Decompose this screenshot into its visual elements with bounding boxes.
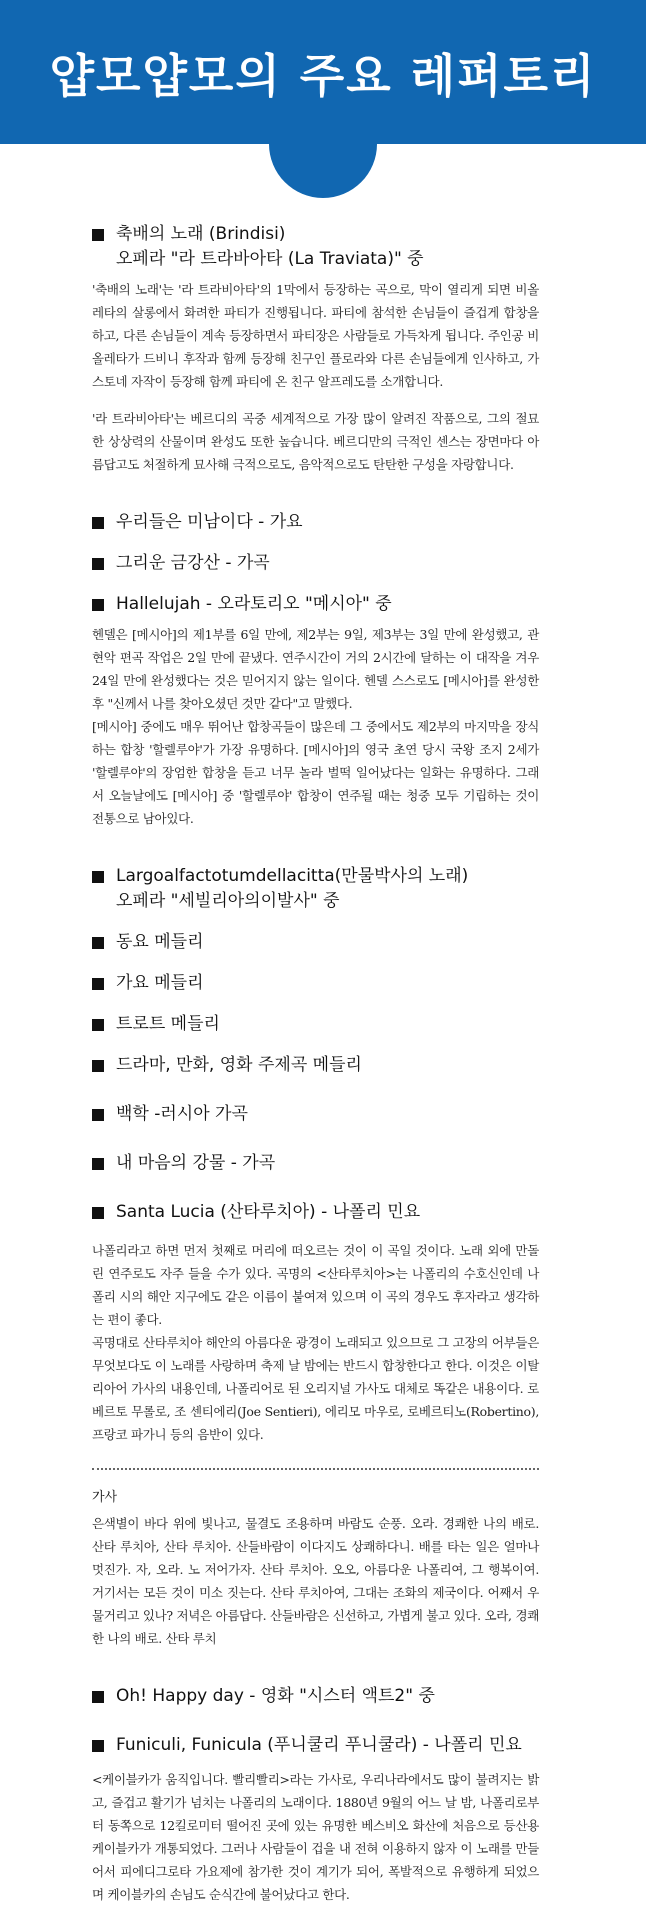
- item-heading: [92, 971, 539, 996]
- repertoire-item-funiculi: [92, 1733, 539, 1906]
- heading-subtitle: 오페라 "세빌리아의이발사" 중: [116, 891, 340, 911]
- heading-text: 가요 메들리: [116, 973, 204, 993]
- heading-text: 내 마음의 강물 - 가곡: [116, 1153, 276, 1173]
- square-bullet-icon: [92, 229, 104, 241]
- heading-text: Funiculi, Funicula (푸니쿨리 푸니쿨라) - 나폴리 민요: [116, 1735, 522, 1755]
- square-bullet-icon: [92, 1158, 104, 1170]
- item-heading: [92, 1053, 539, 1078]
- heading-text: 축배의 노래 (Brindisi): [116, 224, 286, 244]
- square-bullet-icon: [92, 1060, 104, 1072]
- heading-text: 백학 -러시아 가곡: [116, 1104, 248, 1124]
- item-heading: [92, 1102, 539, 1127]
- repertoire-item-brindisi: [92, 222, 539, 476]
- square-bullet-icon: [92, 937, 104, 949]
- repertoire-item-largo: [92, 864, 539, 914]
- square-bullet-icon: [92, 599, 104, 611]
- repertoire-item-happy-day: [92, 1684, 539, 1709]
- heading-text: 트로트 메들리: [116, 1014, 220, 1034]
- repertoire-item-handsome: [92, 510, 539, 535]
- heading-text: 드라마, 만화, 영화 주제곡 메들리: [116, 1055, 362, 1075]
- square-bullet-icon: [92, 1740, 104, 1752]
- heading-subtitle: 오페라 "라 트라바아타 (La Traviata)" 중: [116, 249, 424, 269]
- square-bullet-icon: [92, 978, 104, 990]
- lyrics-text: 은색별이 바다 위에 빛나고, 물결도 조용하며 바람도 순풍. 오라. 경쾌한 나의 배로. 산타 루치아, 산타 루치아. 산들바람이 이다지도 상쾌하다니. 배를 타는 일은 얼마나 멋진가. 자, 오라. 노 저어가자. 산타 루치아. 오오, 아름다운 나폴리여, 그 행복이여. 거기서는 모든 것이 미소 짓는다. 산타 루치아여, 그대는 조화의 제국이다. 어째서 우물거리고 있나? 저녁은 아름답다. 산들바람은 신선하고, 가볍게 불고 있다. 오라, 경쾌한 나의 배로. 산타 루치: [92, 1516, 539, 1646]
- square-bullet-icon: [92, 1019, 104, 1031]
- page-title: 얍모얍모의 주요 레퍼토리: [49, 49, 597, 103]
- heading-text: 동요 메들리: [116, 932, 204, 952]
- repertoire-item-trot-medley: [92, 1012, 539, 1037]
- item-heading: [92, 1012, 539, 1037]
- repertoire-item-santa-lucia: [92, 1200, 539, 1650]
- lyrics-label: 가사: [92, 1490, 118, 1505]
- heading-text: Oh! Happy day - 영화 "시스터 액트2" 중: [116, 1686, 435, 1706]
- repertoire-item-children-medley: [92, 930, 539, 955]
- repertoire-item-geumgangsan: [92, 551, 539, 576]
- square-bullet-icon: [92, 1109, 104, 1121]
- heading-text: Santa Lucia (산타루치아) - 나폴리 민요: [116, 1202, 421, 1222]
- item-heading: [92, 864, 539, 914]
- item-heading: [92, 1200, 539, 1225]
- item-heading: [92, 551, 539, 576]
- item-heading: [92, 222, 539, 272]
- square-bullet-icon: [92, 1691, 104, 1703]
- header-banner: [0, 0, 646, 144]
- description-paragraph: 곡명대로 산타루치아 해안의 아름다운 광경이 노래되고 있으므로 그 고장의 어부들은 무엇보다도 이 노래를 사랑하며 축제 날 밤에는 반드시 합창한다고 한다. 이것은 이탈리아어 가사의 내용인데, 나폴리어로 된 오리지널 가사도 대체로 똑같은 내용이다. 로베르토 무롤로, 조 센티에리(Joe Sentieri), 에리모 마우로, 로베르티노(Robertino), 프랑코 파가니 등의 음반이 있다.: [92, 1335, 539, 1442]
- heading-text: 우리들은 미남이다 - 가요: [116, 512, 303, 532]
- description-paragraph: [메시아] 중에도 매우 뛰어난 합창곡들이 많은데 그 중에서도 제2부의 마지막을 장식하는 합창 '할렐루야'가 가장 유명하다. [메시아]의 영국 초연 당시 국왕 조지 2세가 '할렐루야'의 장엄한 합창을 듣고 너무 놀라 벌떡 일어났다는 일화는 유명하다. 그래서 오늘날에도 [메시아] 중 '할렐루야' 합창이 연주될 때는 청중 모두 기립하는 것이 전통으로 남아있다.: [92, 719, 539, 826]
- heading-text: 그리운 금강산 - 가곡: [116, 553, 270, 573]
- description-paragraph: '축배의 노래'는 '라 트라비아타'의 1막에서 등장하는 곡으로, 막이 열리게 되면 비올레타의 살롱에서 화려한 파티가 진행됩니다. 파티에 참석한 손님들이 즐겁게 합창을 하고, 다른 손님들이 계속 등장하면서 파티장은 사람들로 가득차게 됩니다. 주인공 비올레타가 드비니 후작과 함께 등장해 친구인 플로라와 다른 손님들에게 인사하고, 가스토네 자작이 등장해 함께 파티에 온 친구 알프레도를 소개합니다.: [92, 282, 539, 389]
- item-heading: [92, 1151, 539, 1176]
- square-bullet-icon: [92, 871, 104, 883]
- square-bullet-icon: [92, 558, 104, 570]
- square-bullet-icon: [92, 517, 104, 529]
- description-paragraph: 나폴리라고 하면 먼저 첫째로 머리에 떠오르는 것이 이 곡일 것이다. 노래 외에 만돌린 연주로도 자주 들을 수가 있다. 곡명의 <산타루치아>는 나폴리의 수호신인데 나폴리 시의 해안 지구에도 같은 이름이 붙여져 있으며 이 곡의 경우도 후자라고 생각하는 편이 좋다.: [92, 1243, 539, 1327]
- repertoire-item-theme-medley: [92, 1053, 539, 1078]
- dotted-divider: [92, 1468, 539, 1470]
- item-heading: [92, 1733, 539, 1758]
- repertoire-item-hallelujah: [92, 592, 539, 830]
- banner-half-circle: [269, 144, 377, 198]
- repertoire-item-baekhak: [92, 1102, 539, 1127]
- repertoire-list: [92, 222, 539, 1906]
- repertoire-item-pop-medley: [92, 971, 539, 996]
- item-heading: [92, 510, 539, 535]
- description-paragraph: '라 트라비아타'는 베르디의 곡중 세계적으로 가장 많이 알려진 작품으로, 그의 절묘한 상상력의 산물이며 완성도 또한 높습니다. 베르디만의 극적인 센스는 장면마다 아름답고도 처절하게 묘사해 극적으로도, 음악적으로도 탄탄한 구성을 자랑합니다.: [92, 411, 539, 472]
- heading-text: Hallelujah - 오라토리오 "메시아" 중: [116, 594, 392, 614]
- square-bullet-icon: [92, 1207, 104, 1219]
- item-heading: [92, 592, 539, 617]
- heading-text: Largoalfactotumdellacitta(만물박사의 노래): [116, 866, 469, 886]
- repertoire-item-river: [92, 1151, 539, 1176]
- description-paragraph: <케이블카가 움직입니다. 빨리빨리>라는 가사로, 우리나라에서도 많이 불려지는 밝고, 즐겁고 활기가 넘치는 나폴리의 노래이다. 1880년 9월의 어느 날 밤, 나폴리로부터 동쪽으로 12킬로미터 떨어진 곳에 있는 유명한 베스비오 화산에 처음으로 등산용 케이블카가 개통되었다. 그러나 사람들이 겁을 내 전혀 이용하지 않자 이 노래를 만들어서 피에디그로타 가요제에 참가한 것이 계기가 되어, 폭발적으로 유행하게 되었으며 케이블카의 손님도 순식간에 불어났다고 한다.: [92, 1772, 539, 1902]
- item-heading: [92, 930, 539, 955]
- item-heading: [92, 1684, 539, 1709]
- description-paragraph: 헨델은 [메시아]의 제1부를 6일 만에, 제2부는 9일, 제3부는 3일 만에 완성했고, 관현악 편곡 작업은 2일 만에 끝냈다. 연주시간이 거의 2시간에 달하는 이 대작을 겨우 24일 만에 완성했다는 것은 믿어지지 않는 일이다. 헨델 스스로도 [메시아]를 완성한 후 "신께서 나를 찾아오셨던 것만 같다"고 말했다.: [92, 627, 539, 711]
